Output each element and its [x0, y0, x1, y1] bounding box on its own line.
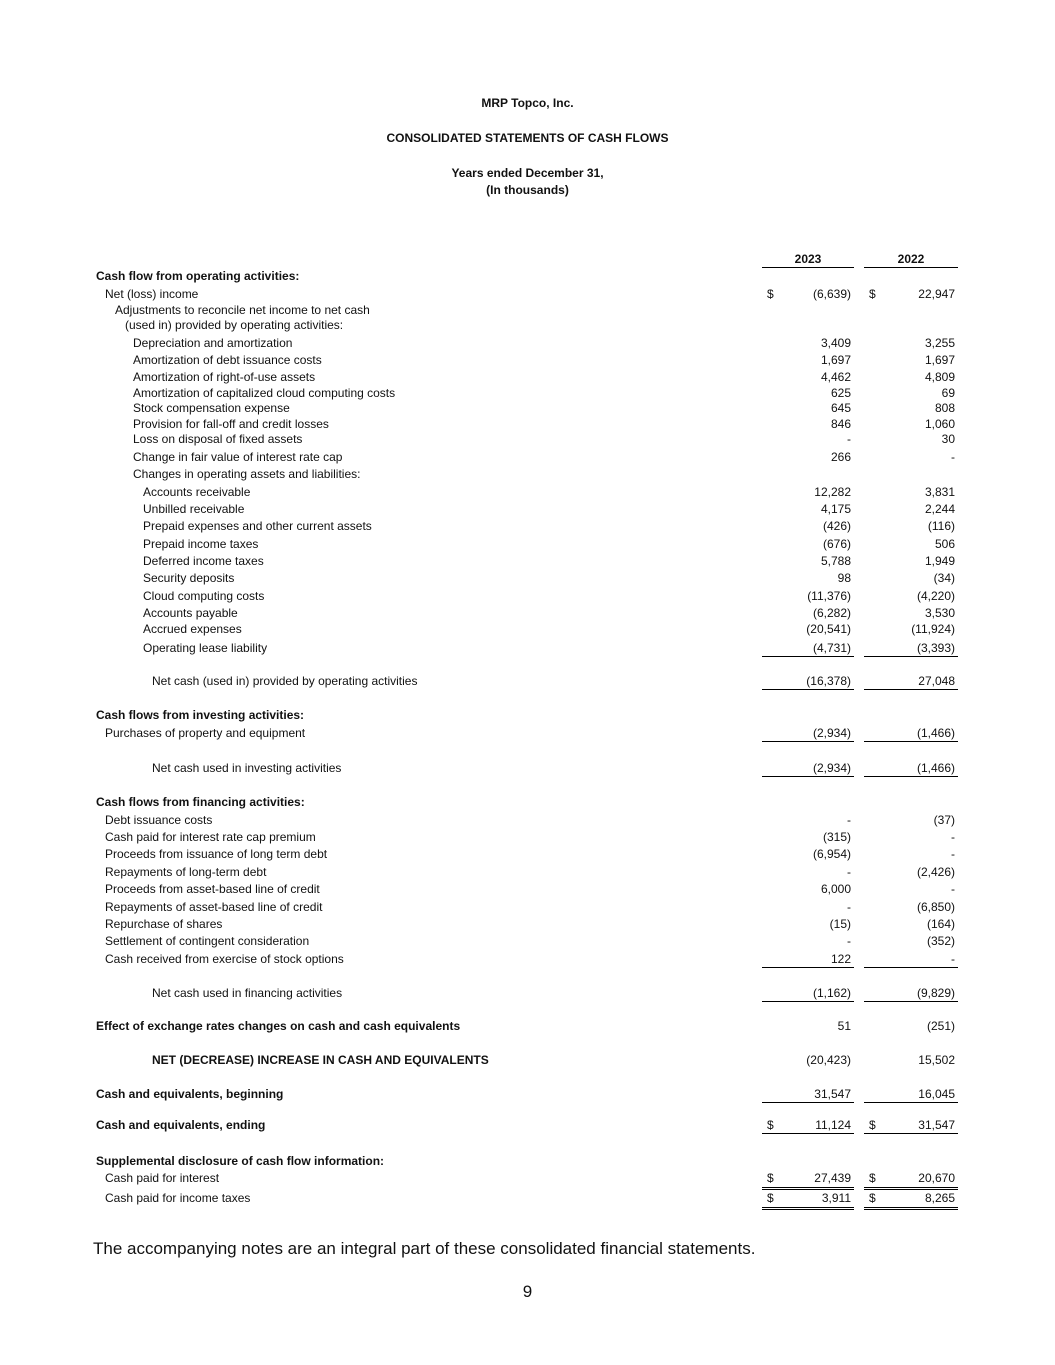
value-2022-cell: [864, 353, 958, 367]
value-2023: (15): [829, 917, 851, 931]
value-2023-cell: [762, 1087, 854, 1103]
row-amort-debt: [0, 353, 1055, 367]
row-lease: [0, 641, 1055, 655]
value-2023: 11,124: [815, 1118, 851, 1132]
row-supp-head: [0, 1154, 1055, 1168]
row-options: [0, 952, 1055, 966]
value-2023: (426): [822, 519, 851, 533]
value-2023-cell: [762, 952, 854, 968]
row-deposits: [0, 571, 1055, 585]
value-2022: 1,697: [924, 353, 955, 367]
row-unbilled: [0, 502, 1055, 516]
row-label: Net cash used in financing activities: [152, 986, 343, 1000]
value-2022: 27,048: [918, 674, 955, 688]
value-2022: 31,547: [918, 1118, 955, 1132]
value-2022: 3,255: [924, 336, 955, 350]
row-label: Adjustments to reconcile net income to net cash: [115, 303, 370, 317]
value-2022-cell: [864, 589, 958, 603]
value-2023: (676): [822, 537, 851, 551]
value-2023: (16,378): [806, 674, 851, 688]
row-amort-rou: [0, 370, 1055, 384]
value-2023: 645: [830, 401, 851, 415]
value-2023-cell: [762, 1118, 854, 1134]
value-2022: 808: [934, 401, 955, 415]
year-header-2023: 2023: [762, 252, 854, 268]
value-2022-cell: [864, 336, 958, 350]
row-label: Accounts payable: [143, 606, 238, 620]
value-2022-cell: [864, 726, 958, 742]
value-2023-cell: [762, 401, 854, 415]
row-fin-head: [0, 795, 1055, 809]
row-label: Stock compensation expense: [133, 401, 290, 415]
value-2023: 3,409: [820, 336, 851, 350]
value-2022: -: [951, 952, 955, 966]
value-2023-cell: [762, 606, 854, 620]
value-2022-cell: [864, 674, 958, 690]
value-2023: 1,697: [820, 353, 851, 367]
value-2022-cell: [864, 847, 958, 861]
row-label: NET (DECREASE) INCREASE IN CASH AND EQUIVALENTS: [152, 1053, 489, 1067]
currency-symbol: $: [767, 1171, 774, 1185]
row-label: Repurchase of shares: [105, 917, 223, 931]
value-2022: (4,220): [916, 589, 955, 603]
value-2023-cell: [762, 986, 854, 1002]
row-label: Cash flow from operating activities:: [96, 269, 300, 283]
value-2022: 15,502: [918, 1053, 955, 1067]
value-2022: -: [951, 450, 955, 464]
value-2022: 30: [941, 432, 955, 446]
value-2022-cell: [864, 485, 958, 499]
row-label: Cloud computing costs: [143, 589, 265, 603]
value-2023: 266: [830, 450, 851, 464]
value-2023: (4,731): [812, 641, 851, 655]
row-label: Cash and equivalents, ending: [96, 1118, 266, 1132]
row-abl-proc: [0, 882, 1055, 896]
value-2022: (37): [933, 813, 955, 827]
page-number: 9: [522, 1282, 533, 1301]
value-2023-cell: [762, 485, 854, 499]
value-2022-cell: [864, 917, 958, 931]
value-2022-cell: [864, 450, 958, 464]
value-2022-cell: [864, 502, 958, 516]
row-label: Operating lease liability: [143, 641, 268, 655]
row-provision: [0, 417, 1055, 431]
row-label: Accounts receivable: [143, 485, 251, 499]
row-label: Accrued expenses: [143, 622, 242, 636]
value-2022: (251): [926, 1019, 955, 1033]
value-2023: 122: [830, 952, 851, 966]
row-label: Cash paid for income taxes: [105, 1191, 251, 1205]
value-2022-cell: [864, 813, 958, 827]
value-2023-cell: [762, 519, 854, 533]
row-label: Security deposits: [143, 571, 235, 585]
value-2022-cell: [864, 934, 958, 948]
value-2023: (11,376): [807, 589, 851, 603]
value-2023: (315): [822, 830, 851, 844]
row-label: Change in fair value of interest rate cap: [133, 450, 343, 464]
value-2023-cell: [762, 882, 854, 896]
row-contingent: [0, 934, 1055, 948]
company-name: MRP Topco, Inc.: [481, 96, 574, 110]
value-2023-cell: [762, 1053, 854, 1067]
row-adj1: [0, 303, 1055, 317]
value-2023-cell: [762, 502, 854, 516]
row-label: Changes in operating assets and liabilities:: [133, 467, 361, 481]
value-2023: 4,462: [820, 370, 851, 384]
value-2022-cell: [864, 386, 958, 400]
value-2023-cell: [762, 571, 854, 585]
row-label: Prepaid income taxes: [143, 537, 259, 551]
value-2022-cell: [864, 622, 958, 636]
value-2023-cell: [762, 287, 854, 301]
value-2023: (6,282): [812, 606, 851, 620]
footer-note: The accompanying notes are an integral part of these consolidated financial statements.: [93, 1239, 756, 1258]
row-deferred-tax: [0, 554, 1055, 568]
value-2023: (6,954): [812, 847, 851, 861]
row-cap-premium: [0, 830, 1055, 844]
row-label: Amortization of debt issuance costs: [133, 353, 322, 367]
row-label: Depreciation and amortization: [133, 336, 293, 350]
value-2022-cell: [864, 1053, 958, 1067]
value-2022: 3,831: [924, 485, 955, 499]
value-2022-cell: [864, 370, 958, 384]
row-label: Net cash (used in) provided by operating activities: [152, 674, 418, 688]
row-label: Cash paid for interest: [105, 1171, 220, 1185]
row-amort-cloud: [0, 386, 1055, 400]
value-2022: (352): [926, 934, 955, 948]
value-2023: 12,282: [814, 485, 851, 499]
value-2023: 4,175: [820, 502, 851, 516]
value-2022-cell: [864, 401, 958, 415]
value-2023: -: [847, 432, 851, 446]
row-taxes: [0, 1191, 1055, 1205]
value-2022: (34): [933, 571, 955, 585]
row-net-op: [0, 674, 1055, 688]
row-accrued: [0, 622, 1055, 636]
value-2022-cell: [864, 830, 958, 844]
statement-units: (In thousands): [486, 183, 569, 197]
row-repay-lt: [0, 865, 1055, 879]
row-loss-disposal: [0, 432, 1055, 446]
row-prepaid: [0, 519, 1055, 533]
row-fx: [0, 1019, 1055, 1033]
row-begin: [0, 1087, 1055, 1101]
value-2022-cell: [864, 865, 958, 879]
row-ap: [0, 606, 1055, 620]
value-2023: 5,788: [820, 554, 851, 568]
value-2022-cell: [864, 571, 958, 585]
currency-symbol: $: [869, 1171, 876, 1185]
value-2023-cell: [762, 1191, 854, 1210]
row-fv-cap: [0, 450, 1055, 464]
row-net-change: [0, 1053, 1055, 1067]
value-2023: 6,000: [820, 882, 851, 896]
statement-period: Years ended December 31,: [451, 166, 604, 180]
value-2023: -: [847, 813, 851, 827]
row-label: Proceeds from issuance of long term debt: [105, 847, 328, 861]
value-2023: -: [847, 865, 851, 879]
value-2022: 506: [934, 537, 955, 551]
row-label: Repayments of asset-based line of credit: [105, 900, 323, 914]
value-2022: (2,426): [916, 865, 955, 879]
value-2022: 22,947: [918, 287, 955, 301]
value-2022-cell: [864, 554, 958, 568]
currency-symbol: $: [869, 287, 876, 301]
currency-symbol: $: [767, 287, 774, 301]
value-2022-cell: [864, 432, 958, 446]
row-interest: [0, 1171, 1055, 1185]
value-2023-cell: [762, 386, 854, 400]
row-label: Amortization of capitalized cloud computing costs: [133, 386, 396, 400]
row-net-inv: [0, 761, 1055, 775]
value-2022-cell: [864, 1171, 958, 1190]
row-label: Amortization of right-of-use assets: [133, 370, 316, 384]
value-2022: 1,060: [924, 417, 955, 431]
row-end: [0, 1118, 1055, 1132]
value-2023-cell: [762, 432, 854, 446]
row-label: Cash received from exercise of stock options: [105, 952, 344, 966]
row-label: Cash flows from investing activities:: [96, 708, 305, 722]
value-2023: 846: [830, 417, 851, 431]
row-label: Net cash used in investing activities: [152, 761, 342, 775]
row-cloud-costs: [0, 589, 1055, 603]
value-2022: (164): [926, 917, 955, 931]
value-2022: 69: [941, 386, 955, 400]
row-label: Net (loss) income: [105, 287, 199, 301]
row-lt-debt: [0, 847, 1055, 861]
currency-symbol: $: [767, 1118, 774, 1132]
row-net-income: [0, 287, 1055, 301]
value-2022: -: [951, 882, 955, 896]
value-2023: 27,439: [814, 1171, 851, 1185]
value-2022-cell: [864, 537, 958, 551]
value-2022: 1,949: [924, 554, 955, 568]
value-2022: 2,244: [924, 502, 955, 516]
row-label: (used in) provided by operating activities:: [125, 318, 344, 332]
value-2022: 20,670: [918, 1171, 955, 1185]
value-2023: (1,162): [812, 986, 851, 1000]
value-2023: 31,547: [814, 1087, 851, 1101]
row-label: Repayments of long-term debt: [105, 865, 267, 879]
value-2023: -: [847, 900, 851, 914]
value-2023-cell: [762, 847, 854, 861]
row-abl-repay: [0, 900, 1055, 914]
value-2023-cell: [762, 726, 854, 742]
statement-title: CONSOLIDATED STATEMENTS OF CASH FLOWS: [386, 131, 669, 145]
value-2022: (6,850): [916, 900, 955, 914]
value-2023: 98: [837, 571, 851, 585]
value-2022-cell: [864, 900, 958, 914]
value-2023-cell: [762, 1171, 854, 1190]
value-2023-cell: [762, 641, 854, 657]
value-2023-cell: [762, 589, 854, 603]
value-2022: (11,924): [911, 622, 955, 636]
row-label: Deferred income taxes: [143, 554, 264, 568]
value-2022-cell: [864, 641, 958, 657]
value-2023: -: [847, 934, 851, 948]
row-label: Purchases of property and equipment: [105, 726, 306, 740]
value-2023: (2,934): [812, 761, 851, 775]
value-2023-cell: [762, 622, 854, 636]
value-2022: (9,829): [916, 986, 955, 1000]
value-2023-cell: [762, 417, 854, 431]
value-2022-cell: [864, 761, 958, 777]
value-2022-cell: [864, 417, 958, 431]
value-2022: 8,265: [924, 1191, 955, 1205]
value-2023-cell: [762, 336, 854, 350]
value-2022: 3,530: [924, 606, 955, 620]
row-label: Unbilled receivable: [143, 502, 245, 516]
row-adj2: [0, 318, 1055, 332]
currency-symbol: $: [767, 1191, 774, 1205]
row-label: Debt issuance costs: [105, 813, 213, 827]
currency-symbol: $: [869, 1191, 876, 1205]
value-2022-cell: [864, 1019, 958, 1033]
row-label: Cash and equivalents, beginning: [96, 1087, 284, 1101]
row-label: Prepaid expenses and other current assets: [143, 519, 372, 533]
value-2023-cell: [762, 830, 854, 844]
row-label: Supplemental disclosure of cash flow information:: [96, 1154, 385, 1168]
value-2023: (20,423): [806, 1053, 851, 1067]
row-repurchase: [0, 917, 1055, 931]
value-2022: -: [951, 847, 955, 861]
value-2022: (1,466): [916, 726, 955, 740]
value-2023-cell: [762, 674, 854, 690]
row-label: Effect of exchange rates changes on cash and cash equivalents: [96, 1019, 461, 1033]
value-2022-cell: [864, 952, 958, 968]
value-2022-cell: [864, 519, 958, 533]
row-label: Provision for fall-off and credit losses: [133, 417, 329, 431]
value-2023-cell: [762, 813, 854, 827]
row-inv-head: [0, 708, 1055, 722]
value-2023: 3,911: [821, 1191, 851, 1205]
row-label: Cash paid for interest rate cap premium: [105, 830, 316, 844]
row-ppe: [0, 726, 1055, 740]
value-2023: (6,639): [812, 287, 851, 301]
value-2022: 16,045: [918, 1087, 955, 1101]
year-header-2022: 2022: [864, 252, 958, 268]
value-2022: -: [951, 830, 955, 844]
row-ar: [0, 485, 1055, 499]
value-2023-cell: [762, 370, 854, 384]
value-2022: (116): [927, 519, 955, 533]
value-2022-cell: [864, 606, 958, 620]
row-dep: [0, 336, 1055, 350]
row-prepaid-tax: [0, 537, 1055, 551]
value-2023-cell: [762, 554, 854, 568]
value-2023-cell: [762, 450, 854, 464]
value-2023-cell: [762, 537, 854, 551]
row-label: Settlement of contingent consideration: [105, 934, 310, 948]
row-label: Cash flows from financing activities:: [96, 795, 305, 809]
row-stock-comp: [0, 401, 1055, 415]
value-2023: 51: [837, 1019, 851, 1033]
row-label: Proceeds from asset-based line of credit: [105, 882, 320, 896]
value-2022-cell: [864, 1118, 958, 1134]
row-op-head: [0, 269, 1055, 283]
row-changes-head: [0, 467, 1055, 481]
value-2022-cell: [864, 986, 958, 1002]
value-2023: (20,541): [806, 622, 851, 636]
value-2023-cell: [762, 865, 854, 879]
value-2023-cell: [762, 900, 854, 914]
value-2023-cell: [762, 761, 854, 777]
value-2022-cell: [864, 1191, 958, 1210]
currency-symbol: $: [869, 1118, 876, 1132]
row-label: Loss on disposal of fixed assets: [133, 432, 303, 446]
value-2022: 4,809: [924, 370, 955, 384]
value-2022: (3,393): [916, 641, 955, 655]
value-2023-cell: [762, 917, 854, 931]
value-2023-cell: [762, 934, 854, 948]
row-net-fin: [0, 986, 1055, 1000]
value-2023-cell: [762, 353, 854, 367]
value-2022-cell: [864, 882, 958, 896]
row-debt-iss: [0, 813, 1055, 827]
value-2023: 625: [830, 386, 851, 400]
value-2022-cell: [864, 1087, 958, 1103]
value-2022: (1,466): [916, 761, 955, 775]
value-2023: (2,934): [812, 726, 851, 740]
value-2023-cell: [762, 1019, 854, 1033]
value-2022-cell: [864, 287, 958, 301]
